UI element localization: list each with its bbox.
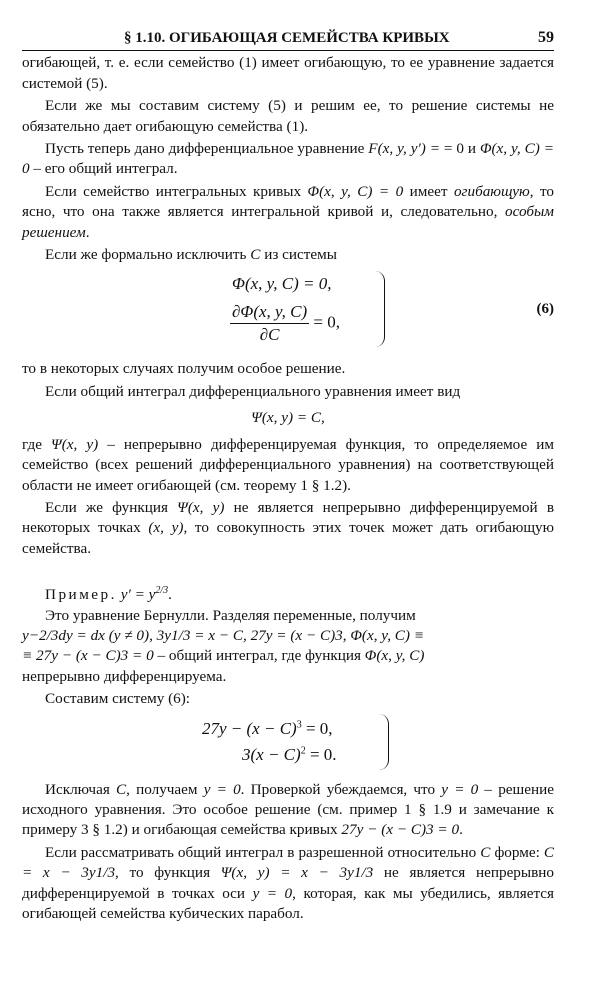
paragraph-10-line-3: ≡ 27y − (x − C)3 = 0 – общий интеграл, где функция Φ(x, y, C) [22, 647, 425, 665]
paragraph-12: Исключая C, получаем y = 0. Проверкой убеждаемся, что y = 0 – решение исходного уравнения. Это особое решение (см. пример 1 § 1.9 и замечание к примеру 3 § 1.2) и огибающая семейства кривых 27y − (x − C)3 = 0. [22, 780, 554, 839]
paragraph-10-line-2: y−2/3dy = dx (y ≠ 0), 3y1/3 = x − C, 27y = (x − C)3, Φ(x, y, C) ≡ [22, 626, 425, 644]
paragraph-9: Если же функция Ψ(x, y) не является непрерывно дифференцируемой в некоторых точках (x, y), то совокупность этих точек может дать огибающую семейства. [22, 498, 554, 557]
paragraph-3: Пусть теперь дано дифференциальное уравнение F(x, y, y′) = = 0 и Φ(x, y, C) = 0 – его общий интеграл. [22, 140, 554, 178]
paragraph-8: где Ψ(x, y) – непрерывно дифференцируемая функция, то определяемое им семейство (всех решений дифференциального уравнения) на соответствующей области не имеет огибающей (см. теорему 1 § 1.2). [22, 435, 554, 494]
paragraph-11: Составим систему (6): [45, 690, 191, 708]
equation-row-2: $\frac{\partial\Phi(x, y, C)}{\partial C}$ = 0, [232, 302, 340, 345]
paragraph-7: Если общий интеграл дифференциального уравнения имеет вид [45, 382, 461, 400]
equation-psi: Ψ(x, y) = C, [251, 409, 325, 427]
equation-row-1: Φ(x, y, C) = 0, [232, 274, 332, 294]
equation-number: (6) [536, 301, 554, 318]
partial-fraction: $\frac{\partial\Phi(x, y, C)}{\partial C}$ [232, 302, 308, 345]
example-system [22, 714, 554, 776]
running-header [22, 28, 554, 51]
equation-system-6 [22, 271, 554, 355]
page-number: 59 [538, 29, 554, 46]
section-title: § 1.10. ОГИБАЮЩАЯ СЕМЕЙСТВА КРИВЫХ [124, 30, 450, 46]
example-right-brace [378, 714, 389, 770]
paragraph-6: то в некоторых случаях получим особое решение. [22, 360, 346, 378]
paragraph-2: Если же мы составим систему (5) и решим ее, то решение системы не обязательно дает огибающую семейства (1). [22, 97, 554, 135]
example-heading: Пример. $y' = y^{2/3}$. [45, 585, 172, 604]
example-row-1: $27y - (x - C)^3 = 0$, [202, 718, 333, 738]
example-row-2: $3(x - C)^2 = 0$. [242, 744, 337, 764]
paragraph-5: Если же формально исключить C из системы [45, 246, 337, 264]
paragraph-1: огибающей, т. е. если семейство (1) имеет огибающую, то ее уравнение задается системой (5). [22, 54, 554, 92]
paragraph-13: Если рассматривать общий интеграл в разрешенной относительно C форме: C = x − 3y1/3, то функция Ψ(x, y) = x − 3y1/3 не является непрерывно дифференцируемой в точках оси y = 0, которая, как мы убедились, является огибающей семейства кубических парабол. [22, 843, 555, 922]
paragraph-10-line-4: непрерывно дифференцируема. [22, 667, 227, 685]
system-rows [230, 273, 340, 346]
right-brace [374, 271, 385, 347]
book-page [22, 28, 554, 924]
example-system-rows [202, 716, 337, 768]
paragraph-10: Это уравнение Бернулли. Разделяя переменные, получим [45, 606, 416, 624]
paragraph-4: Если семейство интегральных кривых Φ(x, y, C) = 0 имеет огибающую, то ясно, что она также является интегральной кривой и, следовательно, особым решением. [22, 182, 555, 241]
